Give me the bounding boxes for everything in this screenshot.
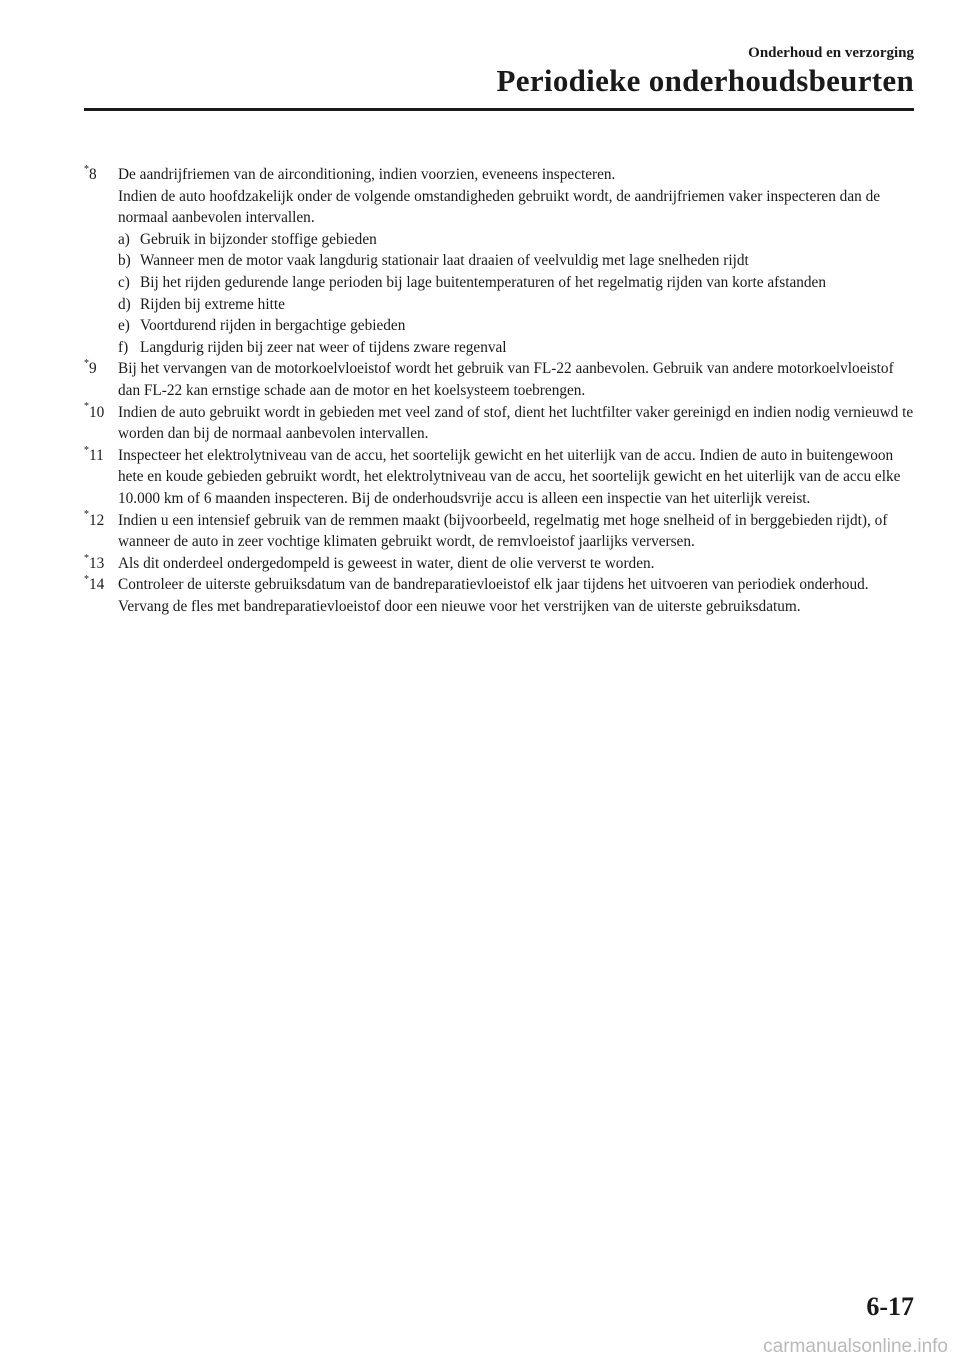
footnote-marker <box>84 402 118 424</box>
footnote-star: * <box>84 401 89 413</box>
footnote <box>84 402 914 445</box>
footnote-star: * <box>84 574 89 586</box>
footnote-number: 8 <box>89 166 97 183</box>
footnote-number: 13 <box>89 554 105 572</box>
footnote-text: Bij het vervangen van de motorkoelvloeistof wordt het gebruik van FL-22 aanbevolen. Gebruik van andere motorkoelvloeistof dan FL-22 kan ernstige schade aan de motor en het koelsysteem toebrengen. <box>118 360 894 399</box>
footnote-text: Als dit onderdeel ondergedompeld is geweest in water, dient de olie ververst te worden. <box>118 554 655 572</box>
footnote-content <box>118 553 914 575</box>
sub-item-label: a) <box>118 230 130 248</box>
sub-item-text: Bij het rijden gedurende lange perioden bij lage buitentemperaturen of het regelmatig rijden van korte afstanden <box>140 273 826 291</box>
sub-item-text: Rijden bij extreme hitte <box>140 295 285 313</box>
footnote-marker <box>84 358 118 380</box>
footnote-star: * <box>84 358 89 370</box>
sub-item-label: e) <box>118 317 130 335</box>
footnote-text: Controleer de uiterste gebruiksdatum van de bandreparatievloeistof elk jaar tijdens het uitvoeren van periodiek onderhoud. Vervang de fles met bandreparatievloeistof door een nieuwe voor het verstrijken van de uiterste gebruiksdatum. <box>118 576 869 615</box>
sub-item-label: b) <box>118 252 131 270</box>
footnote-marker <box>84 574 118 596</box>
footnote-marker <box>84 164 118 186</box>
footnote-text: Inspecteer het elektrolytniveau van de accu, het soortelijk gewicht en het uiterlijk van de accu. Indien de auto in buitengewoon hete en koude gebieden gebruikt wordt, het elektrolytniveau van de accu, het soortelijk gewicht en het uiterlijk van de accu elke 10.000 km of 6 maanden inspecteren. Bij de onderhoudsvrije accu is alleen een inspectie van het uiterlijk vereist. <box>118 446 901 507</box>
sub-item <box>118 294 914 316</box>
footnote-star: * <box>84 509 89 521</box>
footnote-star: * <box>84 552 89 564</box>
sub-item <box>118 272 914 294</box>
footnote-text: De aandrijfriemen van de airconditioning, indien voorzien, eveneens inspecteren. <box>118 166 616 183</box>
footnote-marker <box>84 445 118 467</box>
sub-item-text: Gebruik in bijzonder stoffige gebieden <box>140 230 377 248</box>
footnote <box>84 510 914 553</box>
sub-item-text: Voortdurend rijden in bergachtige gebieden <box>140 317 406 335</box>
sub-item-label: c) <box>118 273 130 291</box>
footnote-number: 9 <box>89 360 97 378</box>
sub-item-text: Wanneer men de motor vaak langdurig stationair laat draaien of veelvuldig met lage snelheden rijdt <box>140 252 749 270</box>
sub-item-label: f) <box>118 338 129 356</box>
page-number: 6-17 <box>866 1292 914 1321</box>
footnote-marker <box>84 510 118 532</box>
footnote-number: 12 <box>89 511 105 529</box>
sub-item <box>118 315 914 337</box>
footnote-number: 14 <box>89 576 105 594</box>
footnote <box>84 445 914 510</box>
sub-item <box>118 250 914 272</box>
watermark: carmanualsonline.info <box>763 1336 948 1357</box>
page-title: Periodieke onderhoudsbeurten <box>496 63 914 98</box>
footnote <box>84 358 914 401</box>
header-rule <box>84 108 914 111</box>
notes-list <box>84 164 914 617</box>
footnote <box>84 164 914 358</box>
section-title: Onderhoud en verzorging <box>748 45 914 61</box>
sub-item <box>118 229 914 251</box>
footnote-text: Indien u een intensief gebruik van de remmen maakt (bijvoorbeeld, regelmatig met hoge snelheid of in berggebieden rijdt), of wanneer de auto in zeer vochtige klimaten gebruikt wordt, de remvloeistof jaarlijks verversen. <box>118 511 888 551</box>
footnote-content <box>118 358 914 401</box>
footnote <box>84 553 914 575</box>
footnote-text: Indien de auto hoofdzakelijk onder de volgende omstandigheden gebruikt wordt, de aandrijfriemen vaker inspecteren dan de normaal aanbevolen intervallen. <box>118 187 881 227</box>
footnote-star: * <box>84 163 89 175</box>
page-header <box>497 44 914 100</box>
footnote-content <box>118 510 914 553</box>
sub-item-text: Langdurig rijden bij zeer nat weer of tijdens zware regenval <box>140 338 507 356</box>
footnote-number: 10 <box>89 403 105 421</box>
footnote <box>84 574 914 617</box>
footnote-content <box>118 402 914 445</box>
footnote-text: Indien de auto gebruikt wordt in gebieden met veel zand of stof, dient het luchtfilter vaker gereinigd en indien nodig vernieuwd te worden dan bij de normaal aanbevolen intervallen. <box>118 403 914 443</box>
footnote-content <box>118 574 914 617</box>
footnote-marker <box>84 553 118 575</box>
sub-item-label: d) <box>118 295 131 313</box>
footnote-star: * <box>84 444 89 456</box>
footnote-number: 11 <box>89 446 104 464</box>
sub-item <box>118 337 914 359</box>
footnote-content <box>118 164 914 358</box>
footnote-content <box>118 445 914 510</box>
